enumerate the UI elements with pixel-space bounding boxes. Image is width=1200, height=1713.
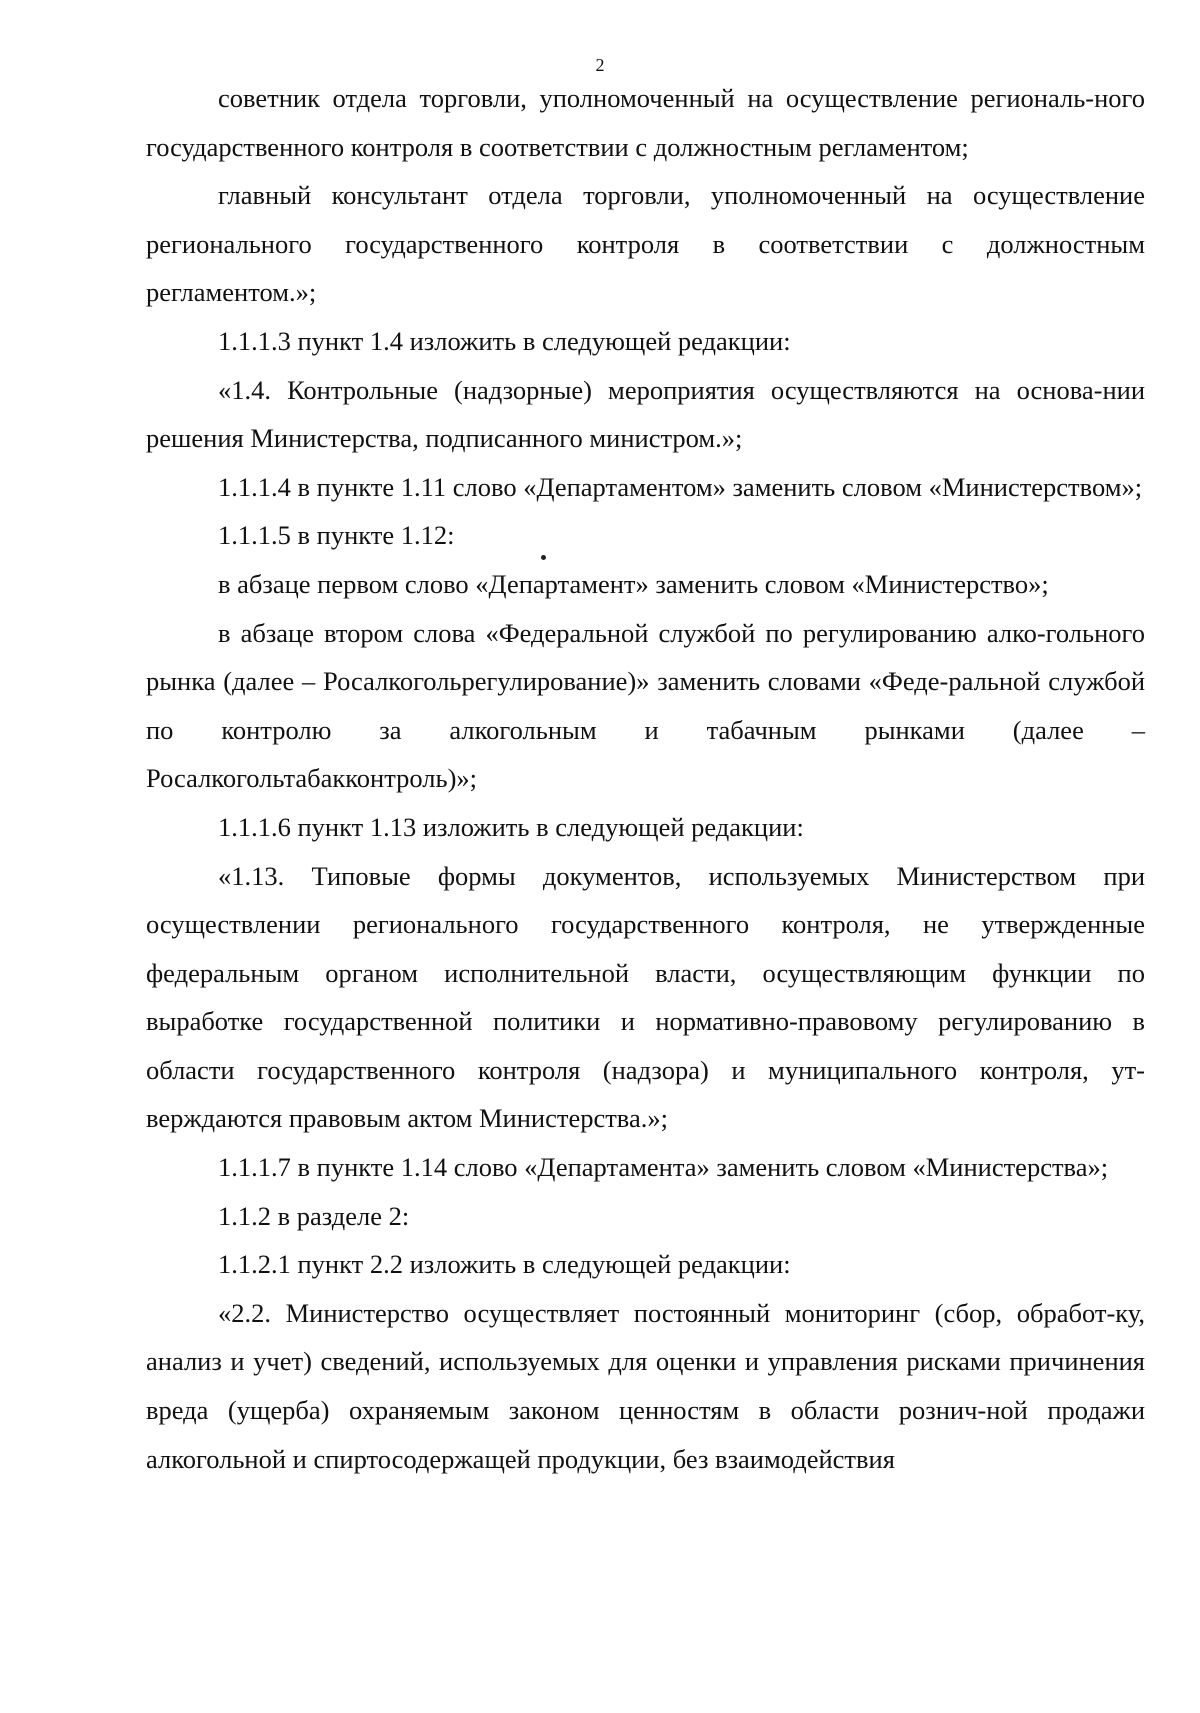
paragraph-1-1-2-1: 1.1.2.1 пункт 2.2 изложить в следующей редакции: [218, 1249, 791, 1280]
paragraph-second-abzac: в абзаце втором слова «Федеральной службой по регулированию алко-гольного рынка (далее – Росалкогольрегулирование)» заменить словами «Феде-ральной службой по контролю за алкогольным и табачным рынками (далее – Росалкогольтабакконтроль)»; [146, 617, 1145, 794]
paragraph-item-1-13: «1.13. Типовые формы документов, используемых Министерством при осуществлении регионального государственного контроля, не утвержденные федеральным органом исполнительной власти, осуществляющим функции по выработке государственной политики и нормативно-правовому регулированию в области государственного контроля (надзора) и муниципального контроля, ут-верждаются правовым актом Министерства.»; [146, 860, 1145, 1134]
paragraph-1-1-1-3: 1.1.1.3 пункт 1.4 изложить в следующей редакции: [218, 325, 791, 356]
paragraph-first-abzac: в абзаце первом слово «Департамент» заменить словом «Министерство»; [218, 568, 1049, 599]
paragraph-1-1-1-4: 1.1.1.4 в пункте 1.11 слово «Департаментом» заменить словом «Министерством»; [218, 471, 1143, 502]
scan-speck [541, 555, 546, 560]
paragraph-item-1-4: «1.4. Контрольные (надзорные) мероприятия осуществляются на основа-нии решения Министерства, подписанного министром.»; [146, 374, 1145, 454]
paragraph-advisor-trade: советник отдела торговли, уполномоченный на осуществление региональ-ного государственного контроля в соответствии с должностным регламентом; [146, 83, 1145, 162]
paragraph-1-1-1-5: 1.1.1.5 в пункте 1.12: [218, 520, 455, 551]
paragraph-1-1-1-7: 1.1.1.7 в пункте 1.14 слово «Департамента» заменить словом «Министерства»; [218, 1152, 1109, 1183]
page-number: 2 [595, 55, 605, 75]
paragraph-item-2-2: «2.2. Министерство осуществляет постоянный мониторинг (сбор, обработ-ку, анализ и учет) сведений, используемых для оценки и управления рисками причинения вреда (ущерба) охраняемым законом ценностям в области рознич-ной продажи алкогольной и спиртосодержащей продукции, без взаимодействия [146, 1297, 1145, 1474]
document-body [146, 74, 1145, 1483]
paragraph-1-1-2: 1.1.2 в разделе 2: [218, 1200, 410, 1231]
paragraph-1-1-1-6: 1.1.1.6 пункт 1.13 изложить в следующей редакции: [218, 811, 804, 842]
paragraph-chief-consultant: главный консультант отдела торговли, уполномоченный на осуществление регионального государственного контроля в соответствии с должностным регламентом.»; [146, 180, 1145, 308]
